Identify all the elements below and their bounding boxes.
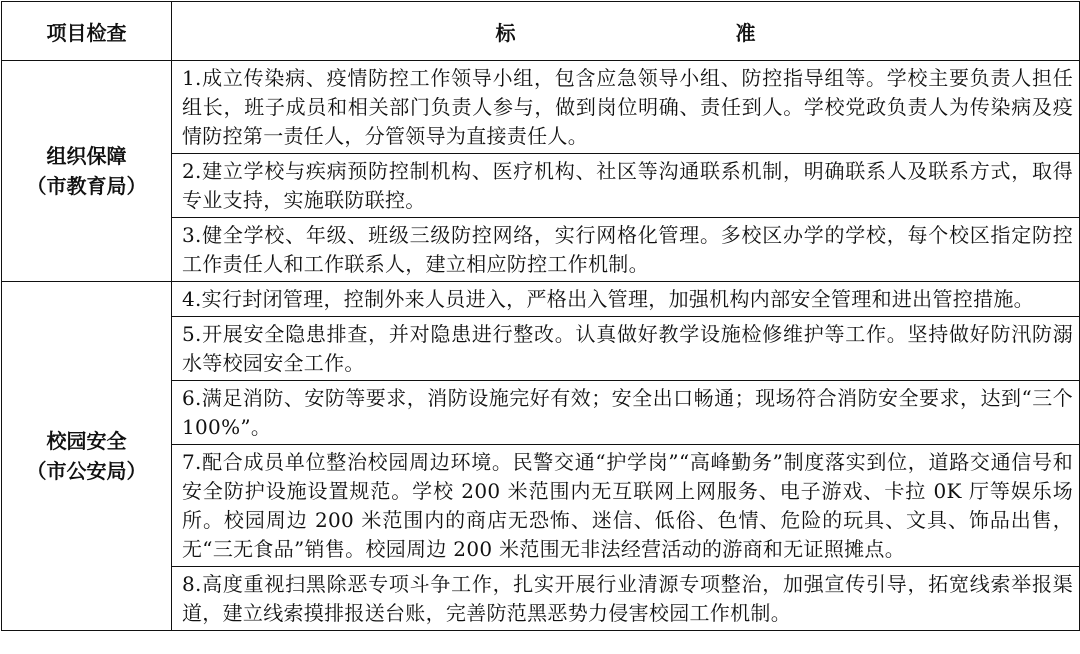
category-agency: （市公安局） bbox=[26, 459, 147, 483]
table-row bbox=[2, 282, 1080, 317]
table-header-row bbox=[2, 2, 1080, 61]
category-agency: （市教育局） bbox=[26, 174, 147, 198]
standard-item-3: 3.健全学校、年级、班级三级防控网络，实行网格化管理。多校区办学的学校，每个校区指定防控工作责任人和工作联系人，建立相应防控工作机制。 bbox=[172, 218, 1080, 282]
header-standard bbox=[172, 2, 1080, 61]
category-cell-organization bbox=[2, 61, 172, 282]
table-row bbox=[2, 61, 1080, 154]
category-label: 组织保障 bbox=[46, 144, 127, 168]
header-standard-char-1: 标 bbox=[495, 20, 516, 45]
category-label: 校园安全 bbox=[46, 429, 127, 453]
standard-item-6: 6.满足消防、安防等要求，消防设施完好有效；安全出口畅通；现场符合消防安全要求，达到“三个 100%”。 bbox=[172, 381, 1080, 445]
standard-item-2: 2.建立学校与疾病预防控制机构、医疗机构、社区等沟通联系机制，明确联系人及联系方式，取得专业支持，实施联防联控。 bbox=[172, 154, 1080, 218]
header-project-check: 项目检查 bbox=[2, 2, 172, 61]
inspection-standards-table bbox=[1, 1, 1080, 631]
standard-item-1: 1.成立传染病、疫情防控工作领导小组，包含应急领导小组、防控指导组等。学校主要负责人担任组长，班子成员和相关部门负责人参与，做到岗位明确、责任到人。学校党政负责人为传染病及疫情防控第一责任人，分管领导为直接责任人。 bbox=[172, 61, 1080, 154]
standard-item-5: 5.开展安全隐患排查，并对隐患进行整改。认真做好教学设施检修维护等工作。坚持做好防汛防溺水等校园安全工作。 bbox=[172, 317, 1080, 381]
header-standard-char-2: 准 bbox=[735, 20, 756, 45]
standard-item-7: 7.配合成员单位整治校园周边环境。民警交通“护学岗”“高峰勤务”制度落实到位，道路交通信号和安全防护设施设置规范。学校 200 米范围内无互联网上网服务、电子游戏、卡拉 0K 厅等娱乐场所。校园周边 200 米范围内的商店无恐怖、迷信、低俗、色情、危险的玩具、文具、饰品出售，无“三无食品”销售。校园周边 200 米范围无非法经营活动的游商和无证照摊点。 bbox=[172, 445, 1080, 567]
category-cell-campus-safety bbox=[2, 282, 172, 631]
standard-item-4: 4.实行封闭管理，控制外来人员进入，严格出入管理，加强机构内部安全管理和进出管控措施。 bbox=[172, 282, 1080, 317]
standard-item-8: 8.高度重视扫黑除恶专项斗争工作，扎实开展行业清源专项整治，加强宣传引导，拓宽线索举报渠道，建立线索摸排报送台账，完善防范黑恶势力侵害校园工作机制。 bbox=[172, 567, 1080, 631]
